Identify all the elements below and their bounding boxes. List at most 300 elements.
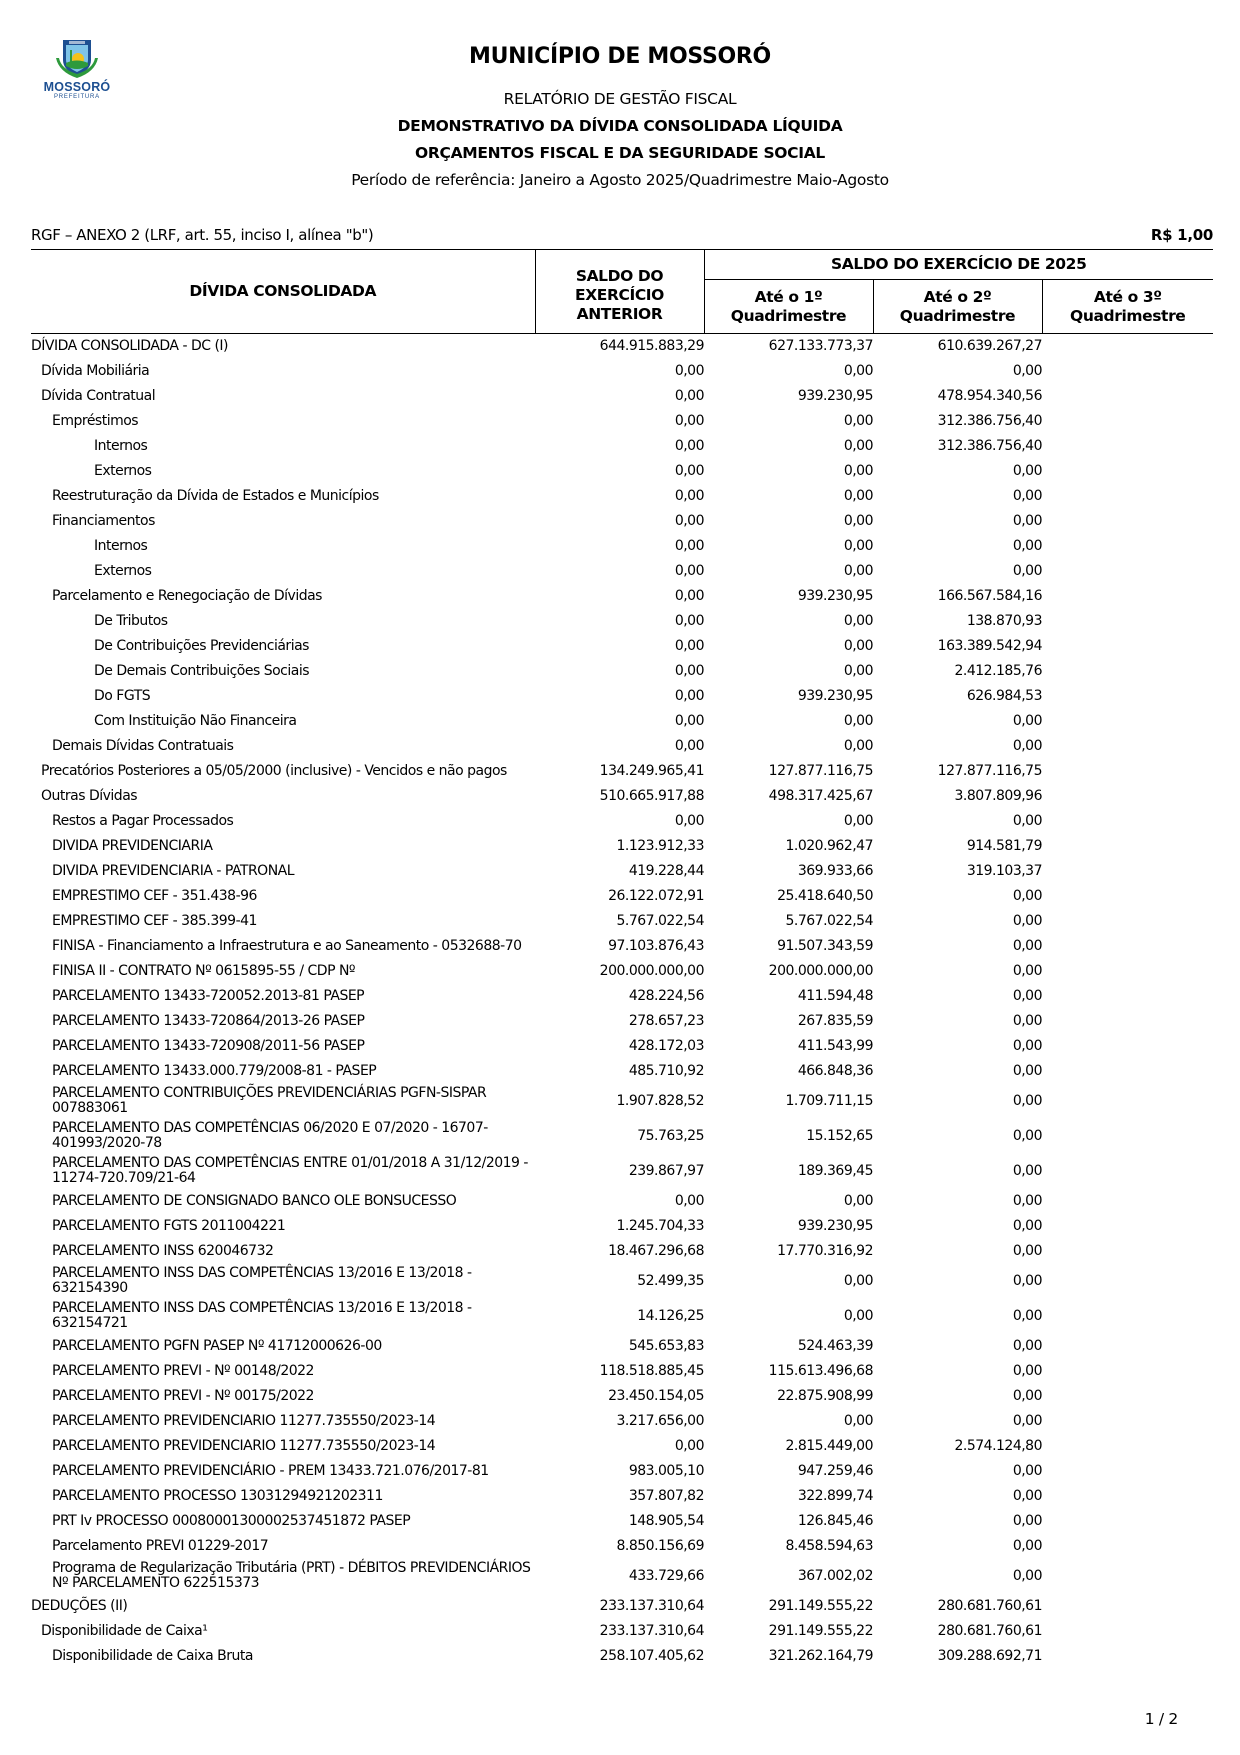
q3-cell	[1042, 1644, 1213, 1669]
report-type: RELATÓRIO DE GESTÃO FISCAL	[503, 90, 737, 108]
table-row	[31, 934, 1213, 959]
saldo-anterior-cell: 0,00	[674, 812, 704, 829]
saldo-anterior-cell: 97.103.876,43	[608, 937, 704, 954]
saldo-anterior-cell: 0,00	[674, 587, 704, 604]
q3-cell	[1042, 959, 1213, 984]
currency-unit: R$ 1,00	[1150, 226, 1213, 244]
q1-cell: 0,00	[843, 1307, 873, 1324]
row-label: PARCELAMENTO 13433-720908/2011-56 PASEP	[52, 1037, 365, 1054]
q2-cell: 0,00	[1012, 512, 1042, 529]
saldo-anterior-cell: 433.729,66	[628, 1567, 704, 1584]
q1-cell: 0,00	[843, 512, 873, 529]
saldo-anterior-cell: 428.224,56	[628, 987, 704, 1004]
q3-cell	[1042, 1559, 1213, 1594]
q2-cell: 0,00	[1012, 562, 1042, 579]
table-row	[31, 734, 1213, 759]
q2-cell: 0,00	[1012, 1362, 1042, 1379]
q1-cell: 0,00	[843, 437, 873, 454]
table-row	[31, 809, 1213, 834]
q3-cell	[1042, 1359, 1213, 1384]
q3-cell	[1042, 484, 1213, 509]
saldo-anterior-cell: 258.107.405,62	[599, 1647, 704, 1664]
q1-cell: 0,00	[843, 412, 873, 429]
saldo-anterior-cell: 52.499,35	[637, 1272, 704, 1289]
q1-cell: 0,00	[843, 637, 873, 654]
q2-cell: 0,00	[1012, 1037, 1042, 1054]
q3-cell	[1042, 1239, 1213, 1264]
row-label: DÍVIDA CONSOLIDADA - DC (I)	[31, 337, 229, 354]
saldo-anterior-cell: 485.710,92	[628, 1062, 704, 1079]
row-label: PARCELAMENTO PREVIDENCIARIO 11277.735550/2023-14	[52, 1412, 436, 1429]
row-label: PARCELAMENTO DE CONSIGNADO BANCO OLE BONSUCESSO	[52, 1192, 457, 1209]
saldo-anterior-cell: 148.905,54	[628, 1512, 704, 1529]
q1-cell: 0,00	[843, 737, 873, 754]
q2-cell: 0,00	[1012, 962, 1042, 979]
q2-cell: 0,00	[1012, 1537, 1042, 1554]
reference-period: Período de referência: Janeiro a Agosto 2025/Quadrimestre Maio-Agosto	[351, 171, 889, 189]
table-row	[31, 1559, 1213, 1594]
q2-cell: 0,00	[1012, 712, 1042, 729]
q2-cell: 0,00	[1012, 487, 1042, 504]
row-label: Precatórios Posteriores a 05/05/2000 (inclusive) - Vencidos e não pagos	[41, 762, 507, 779]
table-row	[31, 709, 1213, 734]
saldo-anterior-cell: 357.807,82	[628, 1487, 704, 1504]
q2-cell: 0,00	[1012, 1012, 1042, 1029]
header-saldo-anterior: SALDO DO EXERCÍCIO ANTERIOR	[535, 250, 704, 334]
row-label: DIVIDA PREVIDENCIARIA	[52, 837, 213, 854]
row-label: PARCELAMENTO INSS DAS COMPETÊNCIAS 13/2016 E 13/2018 - 632154390	[52, 1265, 472, 1296]
saldo-anterior-cell: 5.767.022,54	[616, 912, 704, 929]
saldo-anterior-cell: 428.172,03	[628, 1037, 704, 1054]
row-label: Externos	[94, 562, 152, 579]
q2-cell: 0,00	[1012, 1462, 1042, 1479]
row-label: PARCELAMENTO DAS COMPETÊNCIAS ENTRE 01/01/2018 A 31/12/2019 - 11274-720.709/21-64	[52, 1155, 528, 1186]
saldo-anterior-cell: 0,00	[674, 737, 704, 754]
table-row	[31, 384, 1213, 409]
row-label: DIVIDA PREVIDENCIARIA - PATRONAL	[52, 862, 295, 879]
row-label: PARCELAMENTO 13433-720864/2013-26 PASEP	[52, 1012, 365, 1029]
municipality-title: MUNICÍPIO DE MOSSORÓ	[469, 44, 771, 69]
q1-cell: 2.815.449,00	[785, 1437, 873, 1454]
q2-cell: 138.870,93	[966, 612, 1042, 629]
row-label: PARCELAMENTO PREVIDENCIÁRIO - PREM 13433.721.076/2017-81	[52, 1462, 489, 1479]
q2-cell: 0,00	[1012, 1217, 1042, 1234]
q1-cell: 939.230,95	[797, 1217, 873, 1234]
row-label: FINISA - Financiamento a Infraestrutura e ao Saneamento - 0532688-70	[52, 937, 522, 954]
row-label: Empréstimos	[52, 412, 139, 429]
q1-cell: 291.149.555,22	[768, 1622, 873, 1639]
q3-cell	[1042, 1434, 1213, 1459]
row-label: Externos	[94, 462, 152, 479]
q3-cell	[1042, 409, 1213, 434]
q2-cell: 0,00	[1012, 1412, 1042, 1429]
q2-cell: 0,00	[1012, 1242, 1042, 1259]
table-row	[31, 1459, 1213, 1484]
q3-cell	[1042, 1509, 1213, 1534]
q3-cell	[1042, 1034, 1213, 1059]
saldo-anterior-cell: 8.850.156,69	[616, 1537, 704, 1554]
q1-cell: 1.709.711,15	[785, 1092, 873, 1109]
q3-cell	[1042, 1384, 1213, 1409]
saldo-anterior-cell: 278.657,23	[628, 1012, 704, 1029]
q3-cell	[1042, 1484, 1213, 1509]
q3-cell	[1042, 984, 1213, 1009]
table-row	[31, 1189, 1213, 1214]
q2-cell: 0,00	[1012, 1487, 1042, 1504]
q2-cell: 0,00	[1012, 1192, 1042, 1209]
table-row	[31, 1334, 1213, 1359]
table-row	[31, 559, 1213, 584]
q2-cell: 0,00	[1012, 887, 1042, 904]
q1-cell: 947.259,46	[797, 1462, 873, 1479]
row-label: EMPRESTIMO CEF - 385.399-41	[52, 912, 257, 929]
q2-cell: 478.954.340,56	[937, 387, 1042, 404]
q3-cell	[1042, 834, 1213, 859]
saldo-anterior-cell: 118.518.885,45	[599, 1362, 704, 1379]
q1-cell: 1.020.962,47	[785, 837, 873, 854]
saldo-anterior-cell: 0,00	[674, 662, 704, 679]
q2-cell: 0,00	[1012, 1387, 1042, 1404]
q2-cell: 0,00	[1012, 537, 1042, 554]
q1-cell: 0,00	[843, 562, 873, 579]
q2-cell: 0,00	[1012, 1092, 1042, 1109]
q3-cell	[1042, 784, 1213, 809]
q2-cell: 280.681.760,61	[937, 1597, 1042, 1614]
q1-cell: 127.877.116,75	[768, 762, 873, 779]
saldo-anterior-cell: 134.249.965,41	[599, 762, 704, 779]
row-label: Programa de Regularização Tributária (PRT) - DÉBITOS PREVIDENCIÁRIOS Nº PARCELAMENTO 622515373	[52, 1560, 531, 1591]
q2-cell: 0,00	[1012, 362, 1042, 379]
row-label: DEDUÇÕES (II)	[31, 1597, 128, 1614]
q1-cell: 0,00	[843, 1272, 873, 1289]
q1-cell: 0,00	[843, 812, 873, 829]
table-row	[31, 684, 1213, 709]
q2-cell: 0,00	[1012, 1337, 1042, 1354]
q3-cell	[1042, 1619, 1213, 1644]
row-label: PARCELAMENTO FGTS 2011004221	[52, 1217, 286, 1234]
table-row	[31, 1264, 1213, 1299]
q2-cell: 0,00	[1012, 937, 1042, 954]
q3-cell	[1042, 584, 1213, 609]
budget-scope: ORÇAMENTOS FISCAL E DA SEGURIDADE SOCIAL	[414, 144, 825, 162]
q3-cell	[1042, 1214, 1213, 1239]
q3-cell	[1042, 1084, 1213, 1119]
q3-cell	[1042, 534, 1213, 559]
q1-cell: 367.002,02	[797, 1567, 873, 1584]
header-saldo-exercicio: SALDO DO EXERCÍCIO DE 2025	[704, 250, 1213, 280]
row-label: PARCELAMENTO CONTRIBUIÇÕES PREVIDENCIÁRIAS PGFN-SISPAR 007883061	[52, 1085, 487, 1116]
logo-name: MOSSORÓ	[43, 80, 111, 94]
row-label: PARCELAMENTO PREVI - Nº 00175/2022	[52, 1387, 314, 1404]
q3-cell	[1042, 609, 1213, 634]
row-label: Dívida Contratual	[41, 387, 156, 404]
header-divida-consolidada: DÍVIDA CONSOLIDADA	[31, 250, 535, 334]
table-row	[31, 1119, 1213, 1154]
q3-cell	[1042, 934, 1213, 959]
q1-cell: 0,00	[843, 487, 873, 504]
q1-cell: 411.594,48	[797, 987, 873, 1004]
saldo-anterior-cell: 1.907.828,52	[616, 1092, 704, 1109]
q3-cell	[1042, 1534, 1213, 1559]
q3-cell	[1042, 859, 1213, 884]
debt-table	[31, 249, 1213, 1669]
q3-cell	[1042, 1264, 1213, 1299]
saldo-anterior-cell: 0,00	[674, 637, 704, 654]
table-row	[31, 1154, 1213, 1189]
table-row	[31, 1059, 1213, 1084]
table-row	[31, 634, 1213, 659]
q1-cell: 115.613.496,68	[768, 1362, 873, 1379]
table-row	[31, 359, 1213, 384]
q2-cell: 0,00	[1012, 1162, 1042, 1179]
q1-cell: 498.317.425,67	[768, 787, 873, 804]
saldo-anterior-cell: 0,00	[674, 512, 704, 529]
saldo-anterior-cell: 0,00	[674, 712, 704, 729]
saldo-anterior-cell: 26.122.072,91	[608, 887, 704, 904]
q3-cell	[1042, 1594, 1213, 1619]
saldo-anterior-cell: 18.467.296,68	[608, 1242, 704, 1259]
table-row	[31, 1619, 1213, 1644]
header-q2: Até o 2º Quadrimestre	[873, 280, 1042, 334]
q3-cell	[1042, 734, 1213, 759]
q1-cell: 0,00	[843, 362, 873, 379]
table-row	[31, 484, 1213, 509]
table-row	[31, 859, 1213, 884]
q2-cell: 319.103,37	[966, 862, 1042, 879]
q1-cell: 0,00	[843, 662, 873, 679]
q2-cell: 610.639.267,27	[937, 337, 1042, 354]
q2-cell: 0,00	[1012, 1512, 1042, 1529]
q1-cell: 22.875.908,99	[777, 1387, 873, 1404]
table-row	[31, 1034, 1213, 1059]
row-label: PARCELAMENTO PGFN PASEP Nº 41712000626-00	[52, 1337, 382, 1354]
row-label: PARCELAMENTO PREVI - Nº 00148/2022	[52, 1362, 314, 1379]
saldo-anterior-cell: 239.867,97	[628, 1162, 704, 1179]
q2-cell: 312.386.756,40	[937, 437, 1042, 454]
table-row	[31, 884, 1213, 909]
q2-cell: 312.386.756,40	[937, 412, 1042, 429]
q3-cell	[1042, 1459, 1213, 1484]
q1-cell: 627.133.773,37	[768, 337, 873, 354]
q2-cell: 3.807.809,96	[954, 787, 1042, 804]
q1-cell: 939.230,95	[797, 587, 873, 604]
table-row	[31, 584, 1213, 609]
saldo-anterior-cell: 0,00	[674, 612, 704, 629]
saldo-anterior-cell: 0,00	[674, 412, 704, 429]
q3-cell	[1042, 909, 1213, 934]
row-label: Internos	[94, 437, 148, 454]
table-row	[31, 459, 1213, 484]
table-row	[31, 1409, 1213, 1434]
row-label: PARCELAMENTO PROCESSO 13031294921202311	[52, 1487, 383, 1504]
row-label: Restos a Pagar Processados	[52, 812, 234, 829]
row-label: Do FGTS	[94, 687, 151, 704]
q1-cell: 322.899,74	[797, 1487, 873, 1504]
row-label: Com Instituição Não Financeira	[94, 712, 297, 729]
row-label: Internos	[94, 537, 148, 554]
page-number: 1 / 2	[1144, 1710, 1178, 1728]
q2-cell: 914.581,79	[966, 837, 1042, 854]
row-label: PARCELAMENTO 13433.000.779/2008-81 - PASEP	[52, 1062, 377, 1079]
row-label: Parcelamento e Renegociação de Dívidas	[52, 587, 322, 604]
q3-cell	[1042, 384, 1213, 409]
q1-cell: 91.507.343,59	[777, 937, 873, 954]
q2-cell: 166.567.584,16	[937, 587, 1042, 604]
q3-cell	[1042, 709, 1213, 734]
table-row	[31, 909, 1213, 934]
q1-cell: 0,00	[843, 537, 873, 554]
table-row	[31, 1594, 1213, 1619]
row-label: Dívida Mobiliária	[41, 362, 150, 379]
saldo-anterior-cell: 644.915.883,29	[599, 337, 704, 354]
row-label: PARCELAMENTO INSS DAS COMPETÊNCIAS 13/2016 E 13/2018 - 632154721	[52, 1300, 472, 1331]
table-row	[31, 534, 1213, 559]
table-row	[31, 409, 1213, 434]
q3-cell	[1042, 1189, 1213, 1214]
row-label: PARCELAMENTO DAS COMPETÊNCIAS 06/2020 E 07/2020 - 16707-401993/2020-78	[52, 1120, 488, 1151]
table-row	[31, 1084, 1213, 1119]
q2-cell: 0,00	[1012, 1062, 1042, 1079]
saldo-anterior-cell: 510.665.917,88	[599, 787, 704, 804]
saldo-anterior-cell: 1.123.912,33	[616, 837, 704, 854]
q1-cell: 15.152,65	[806, 1127, 873, 1144]
row-label: De Contribuições Previdenciárias	[94, 637, 309, 654]
saldo-anterior-cell: 233.137.310,64	[599, 1597, 704, 1614]
row-label: Disponibilidade de Caixa¹	[41, 1622, 208, 1639]
row-label: Demais Dívidas Contratuais	[52, 737, 234, 754]
saldo-anterior-cell: 14.126,25	[637, 1307, 704, 1324]
q1-cell: 939.230,95	[797, 687, 873, 704]
q3-cell	[1042, 684, 1213, 709]
statement-title: DEMONSTRATIVO DA DÍVIDA CONSOLIDADA LÍQUIDA	[397, 117, 843, 135]
table-row	[31, 984, 1213, 1009]
q1-cell: 267.835,59	[797, 1012, 873, 1029]
q1-cell: 25.418.640,50	[777, 887, 873, 904]
row-label: Outras Dívidas	[41, 787, 138, 804]
saldo-anterior-cell: 233.137.310,64	[599, 1622, 704, 1639]
q3-cell	[1042, 334, 1213, 359]
table-row	[31, 1214, 1213, 1239]
header-q3: Até o 3º Quadrimestre	[1042, 280, 1213, 334]
q1-cell: 369.933,66	[797, 862, 873, 879]
table-row	[31, 784, 1213, 809]
q3-cell	[1042, 1154, 1213, 1189]
table-row	[31, 1484, 1213, 1509]
q1-cell: 321.262.164,79	[768, 1647, 873, 1664]
saldo-anterior-cell: 0,00	[674, 362, 704, 379]
saldo-anterior-cell: 3.217.656,00	[616, 1412, 704, 1429]
q3-cell	[1042, 1334, 1213, 1359]
q2-cell: 0,00	[1012, 1272, 1042, 1289]
saldo-anterior-cell: 0,00	[674, 462, 704, 479]
table-row	[31, 959, 1213, 984]
header-q1: Até o 1º Quadrimestre	[704, 280, 873, 334]
q2-cell: 309.288.692,71	[937, 1647, 1042, 1664]
q1-cell: 0,00	[843, 612, 873, 629]
row-label: EMPRESTIMO CEF - 351.438-96	[52, 887, 257, 904]
q2-cell: 0,00	[1012, 737, 1042, 754]
saldo-anterior-cell: 200.000.000,00	[599, 962, 704, 979]
saldo-anterior-cell: 0,00	[674, 1192, 704, 1209]
q2-cell: 0,00	[1012, 462, 1042, 479]
q1-cell: 17.770.316,92	[777, 1242, 873, 1259]
q1-cell: 0,00	[843, 712, 873, 729]
q1-cell: 291.149.555,22	[768, 1597, 873, 1614]
table-row	[31, 434, 1213, 459]
saldo-anterior-cell: 0,00	[674, 437, 704, 454]
q3-cell	[1042, 509, 1213, 534]
saldo-anterior-cell: 0,00	[674, 1437, 704, 1454]
q1-cell: 5.767.022,54	[785, 912, 873, 929]
table-row	[31, 609, 1213, 634]
q1-cell: 0,00	[843, 462, 873, 479]
q3-cell	[1042, 1119, 1213, 1154]
saldo-anterior-cell: 0,00	[674, 387, 704, 404]
q2-cell: 127.877.116,75	[937, 762, 1042, 779]
q1-cell: 189.369,45	[797, 1162, 873, 1179]
q2-cell: 0,00	[1012, 987, 1042, 1004]
q1-cell: 939.230,95	[797, 387, 873, 404]
table-row	[31, 1644, 1213, 1669]
q3-cell	[1042, 759, 1213, 784]
q2-cell: 0,00	[1012, 1307, 1042, 1324]
saldo-anterior-cell: 419.228,44	[628, 862, 704, 879]
table-row	[31, 759, 1213, 784]
q2-cell: 0,00	[1012, 912, 1042, 929]
table-row	[31, 1434, 1213, 1459]
annex-reference: RGF – ANEXO 2 (LRF, art. 55, inciso I, alínea "b")	[31, 226, 374, 244]
debt-table-body	[31, 334, 1213, 1669]
saldo-anterior-cell: 75.763,25	[637, 1127, 704, 1144]
saldo-anterior-cell: 1.245.704,33	[616, 1217, 704, 1234]
q3-cell	[1042, 559, 1213, 584]
row-label: Disponibilidade de Caixa Bruta	[52, 1647, 253, 1664]
saldo-anterior-cell: 0,00	[674, 687, 704, 704]
q1-cell: 126.845,46	[797, 1512, 873, 1529]
table-row	[31, 1359, 1213, 1384]
saldo-anterior-cell: 23.450.154,05	[608, 1387, 704, 1404]
row-label: Parcelamento PREVI 01229-2017	[52, 1537, 269, 1554]
row-label: FINISA II - CONTRATO Nº 0615895-55 / CDP Nº	[52, 962, 356, 979]
q3-cell	[1042, 659, 1213, 684]
q2-cell: 0,00	[1012, 812, 1042, 829]
q2-cell: 0,00	[1012, 1127, 1042, 1144]
q1-cell: 466.848,36	[797, 1062, 873, 1079]
row-label: Financiamentos	[52, 512, 155, 529]
q3-cell	[1042, 809, 1213, 834]
table-row	[31, 1239, 1213, 1264]
q2-cell: 626.984,53	[966, 687, 1042, 704]
row-label: De Demais Contribuições Sociais	[94, 662, 310, 679]
table-row	[31, 834, 1213, 859]
q2-cell: 0,00	[1012, 1567, 1042, 1584]
table-row	[31, 334, 1213, 359]
table-row	[31, 1009, 1213, 1034]
row-label: PRT Iv PROCESSO 00080001300002537451872 PASEP	[52, 1512, 411, 1529]
q1-cell: 8.458.594,63	[785, 1537, 873, 1554]
q2-cell: 2.412.185,76	[954, 662, 1042, 679]
q2-cell: 163.389.542,94	[937, 637, 1042, 654]
q3-cell	[1042, 359, 1213, 384]
row-label: PARCELAMENTO INSS 620046732	[52, 1242, 274, 1259]
q3-cell	[1042, 434, 1213, 459]
table-row	[31, 1384, 1213, 1409]
q1-cell: 524.463,39	[797, 1337, 873, 1354]
q3-cell	[1042, 634, 1213, 659]
row-label: De Tributos	[94, 612, 168, 629]
q1-cell: 0,00	[843, 1412, 873, 1429]
q3-cell	[1042, 1299, 1213, 1334]
